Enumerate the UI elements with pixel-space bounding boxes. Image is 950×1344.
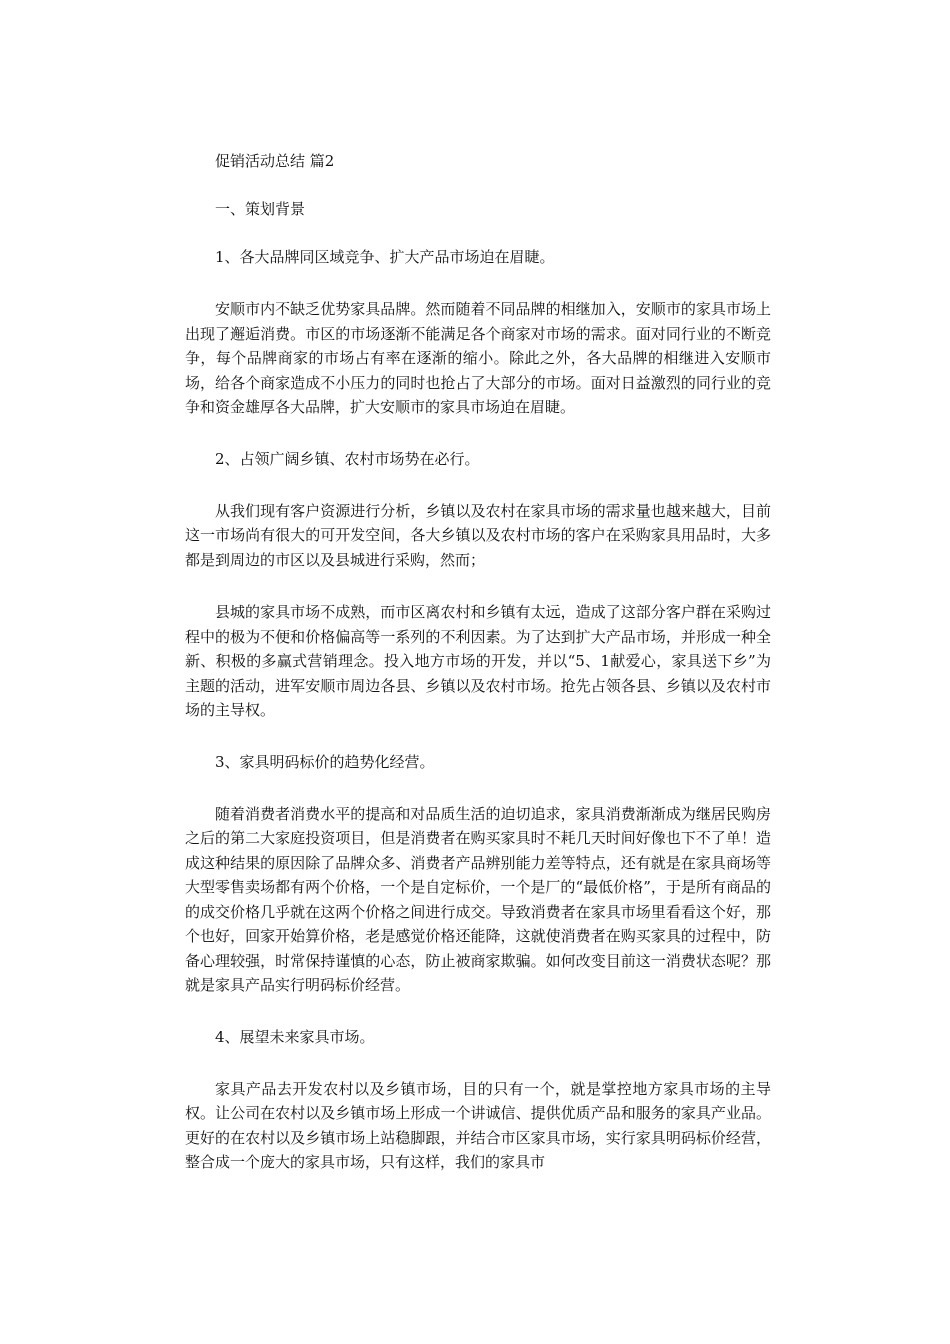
section-heading-planning-background: 一、策划背景 — [215, 200, 306, 218]
document-body — [185, 150, 771, 1175]
point4-paragraph: 家具产品去开发农村以及乡镇市场，目的只有一个，就是掌控地方家具市场的主导权。让公司在农村以及乡镇市场上形成一个讲诚信、提供优质产品和服务的家具产业品。更好的在农村以及乡镇市场上站稳脚跟，并结合市区家具市场，实行家具明码标价经营，整合成一个庞大的家具市场，只有这样，我们的家具市 — [185, 1079, 771, 1171]
point4-heading: 4、展望未来家具市场。 — [215, 1027, 375, 1046]
point2-paragraph-1: 从我们现有客户资源进行分析，乡镇以及农村在家具市场的需求量也越来越大，目前这一市场尚有很大的可开发空间，各大乡镇以及农村市场的客户在采购家具用品时，大多都是到周边的市区以及县城进行采购，然而； — [185, 501, 771, 569]
point1-heading: 1、各大品牌同区域竞争、扩大产品市场迫在眉睫。 — [215, 248, 555, 266]
document-title: 促销活动总结 篇2 — [215, 152, 335, 170]
point1-paragraph: 安顺市内不缺乏优势家具品牌。然而随着不同品牌的相继加入，安顺市的家具市场上出现了邂逅消费。市区的市场逐渐不能满足各个商家对市场的需求。面对同行业的不断竞争，每个品牌商家的市场占有率在逐渐的缩小。除此之外，各大品牌的相继进入安顺市场，给各个商家造成不小压力的同时也抢占了大部分的市场。面对日益激烈的同行业的竞争和资金雄厚各大品牌，扩大安顺市的家具市场迫在眉睫。 — [185, 300, 771, 416]
point2-paragraph-2: 县城的家具市场不成熟，而市区离农村和乡镇有太远，造成了这部分客户群在采购过程中的极为不便和价格偏高等一系列的不利因素。为了达到扩大产品市场，并形成一种全新、积极的多赢式营销理念。投入地方市场的开发，并以“5、1献爱心，家具送下乡”为主题的活动，进军安顺市周边各县、乡镇以及农村市场。抢先占领各县、乡镇以及农村市场的主导权。 — [185, 603, 771, 719]
point3-heading: 3、家具明码标价的趋势化经营。 — [215, 752, 435, 771]
point3-paragraph: 随着消费者消费水平的提高和对品质生活的迫切追求，家具消费渐渐成为继居民购房之后的第二大家庭投资项目，但是消费者在购买家具时不耗几天时间好像也下不了单！造成这种结果的原因除了品牌众多、消费者产品辨别能力差等特点，还有就是在家具商场等大型零售卖场都有两个价格，一个是自定标价，一个是厂的“最低价格”，于是所有商品的的成交价格几乎就在这两个价格之间进行成交。导致消费者在家具市场里看看这个好，那个也好，回家开始算价格，老是感觉价格还能降，这就使消费者在购买家具的过程中，防备心理较强，时常保持谨慎的心态，防止被商家欺骗。如何改变目前这一消费状态呢？那就是家具产品实行明码标价经营。 — [185, 804, 771, 994]
point2-heading: 2、占领广阔乡镇、农村市场势在必行。 — [215, 449, 480, 468]
